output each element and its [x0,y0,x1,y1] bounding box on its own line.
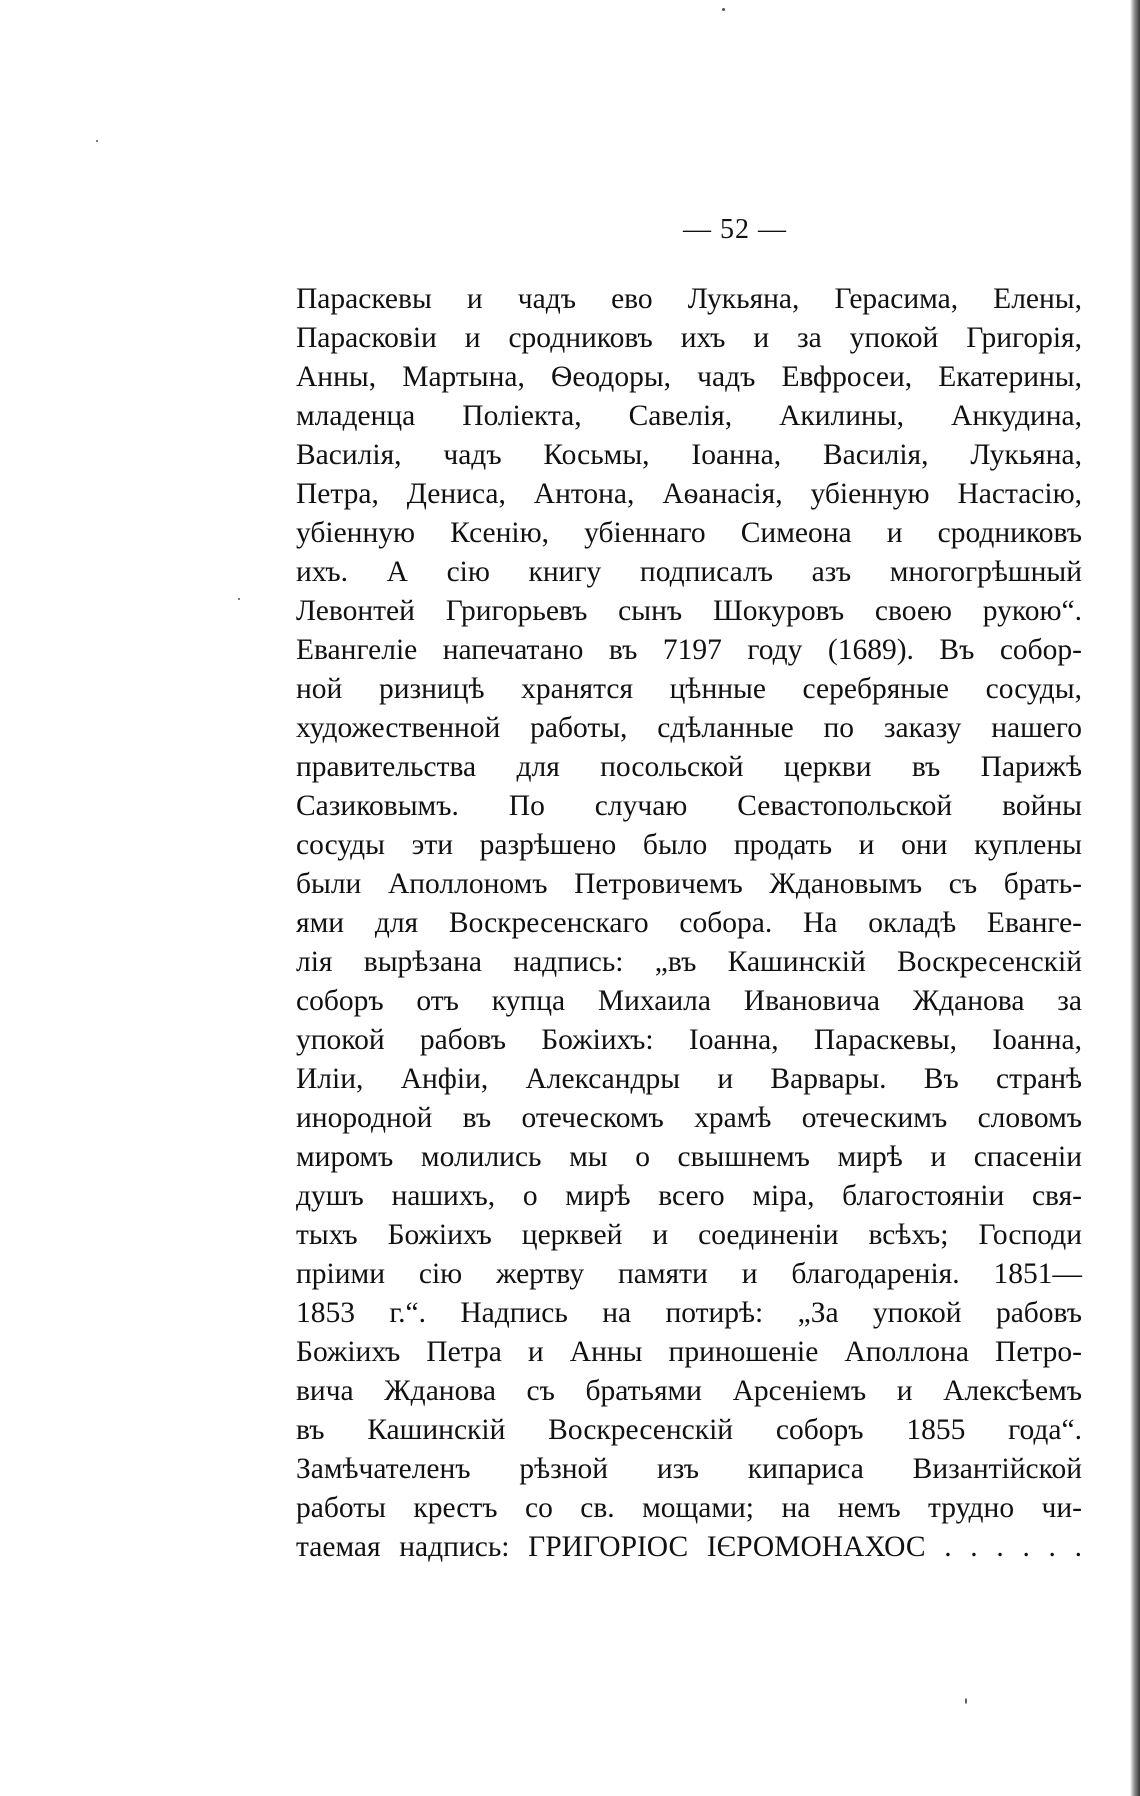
text-line: упокой рабовъ Божіихъ: Іоанна, Параскевы, Іоанна, [296,1024,1082,1056]
scan-speck [722,8,725,11]
page-edge [1130,0,1140,1796]
text-line: таемая надпись: ГРИГОРІОС ІЄРОМОНАХОС . . . . . . [296,1531,1082,1563]
text-line: Петра, Дениса, Антона, Аѳанасія, убіенную Настасію, [296,478,1082,510]
text-line: Парасковіи и сродниковъ ихъ и за упокой Григорія, [296,322,1082,354]
text-line: 1853 г.“. Надпись на потирѣ: „За упокой рабовъ [296,1297,1082,1329]
text-line: Василія, чадъ Косьмы, Іоанна, Василія, Лукьяна, [296,439,1082,471]
text-line: ями для Воскресенскаго собора. На окладѣ Еванге- [296,907,1082,939]
text-line: Иліи, Анфіи, Александры и Варвары. Въ странѣ [296,1063,1082,1095]
text-line: вича Жданова съ братьями Арсеніемъ и Алексѣемъ [296,1375,1082,1407]
text-line: Божіихъ Петра и Анны приношеніе Аполлона Петро- [296,1336,1082,1368]
text-line: Параскевы и чадъ ево Лукьяна, Герасима, Елены, [296,283,1082,315]
text-line: тыхъ Божіихъ церквей и соединеніи всѣхъ; Господи [296,1219,1082,1251]
text-line: соборъ отъ купца Михаила Ивановича Жданова за [296,985,1082,1017]
text-line: работы крестъ со св. мощами; на немъ трудно чи- [296,1492,1082,1524]
text-line: ихъ. А сію книгу подписалъ азъ многогрѣшный [296,556,1082,588]
scan-speck [96,140,98,142]
text-line: убіенную Ксенію, убіеннаго Симеона и сродниковъ [296,517,1082,549]
text-line: правительства для посольской церкви въ Парижѣ [296,751,1082,783]
text-line: младенца Поліекта, Савелія, Акилины, Анкудина, [296,400,1082,432]
body-text [296,280,1082,1567]
text-line: сосуды эти разрѣшено было продать и они куплены [296,829,1082,861]
text-line: душъ нашихъ, о мирѣ всего міра, благостояніи свя- [296,1180,1082,1212]
scan-speck [238,598,240,600]
scan-speck [965,1698,967,1704]
text-line: Левонтей Григорьевъ сынъ Шокуровъ своею рукою“. [296,595,1082,627]
text-line: въ Кашинскій Воскресенскій соборъ 1855 года“. [296,1414,1082,1446]
text-line: пріими сію жертву памяти и благодаренія. 1851— [296,1258,1082,1290]
text-line: были Аполлономъ Петровичемъ Ждановымъ съ брать- [296,868,1082,900]
text-line: Евангеліе напечатано въ 7197 году (1689). Въ собор- [296,634,1082,666]
text-line: инородной въ отеческомъ храмѣ отеческимъ словомъ [296,1102,1082,1134]
text-line: миромъ молились мы о свышнемъ мирѣ и спасеніи [296,1141,1082,1173]
page-number: — 52 — [683,214,787,245]
text-line: ной ризницѣ хранятся цѣнные серебряные сосуды, [296,673,1082,705]
text-line: художественной работы, сдѣланные по заказу нашего [296,712,1082,744]
text-line: лія вырѣзана надпись: „въ Кашинскій Воскресенскій [296,946,1082,978]
text-line: Замѣчателенъ рѣзной изъ кипариса Византійской [296,1453,1082,1485]
text-line: Анны, Мартына, Ѳеодоры, чадъ Евфросеи, Екатерины, [296,361,1082,393]
text-line: Сазиковымъ. По случаю Севастопольской войны [296,790,1082,822]
